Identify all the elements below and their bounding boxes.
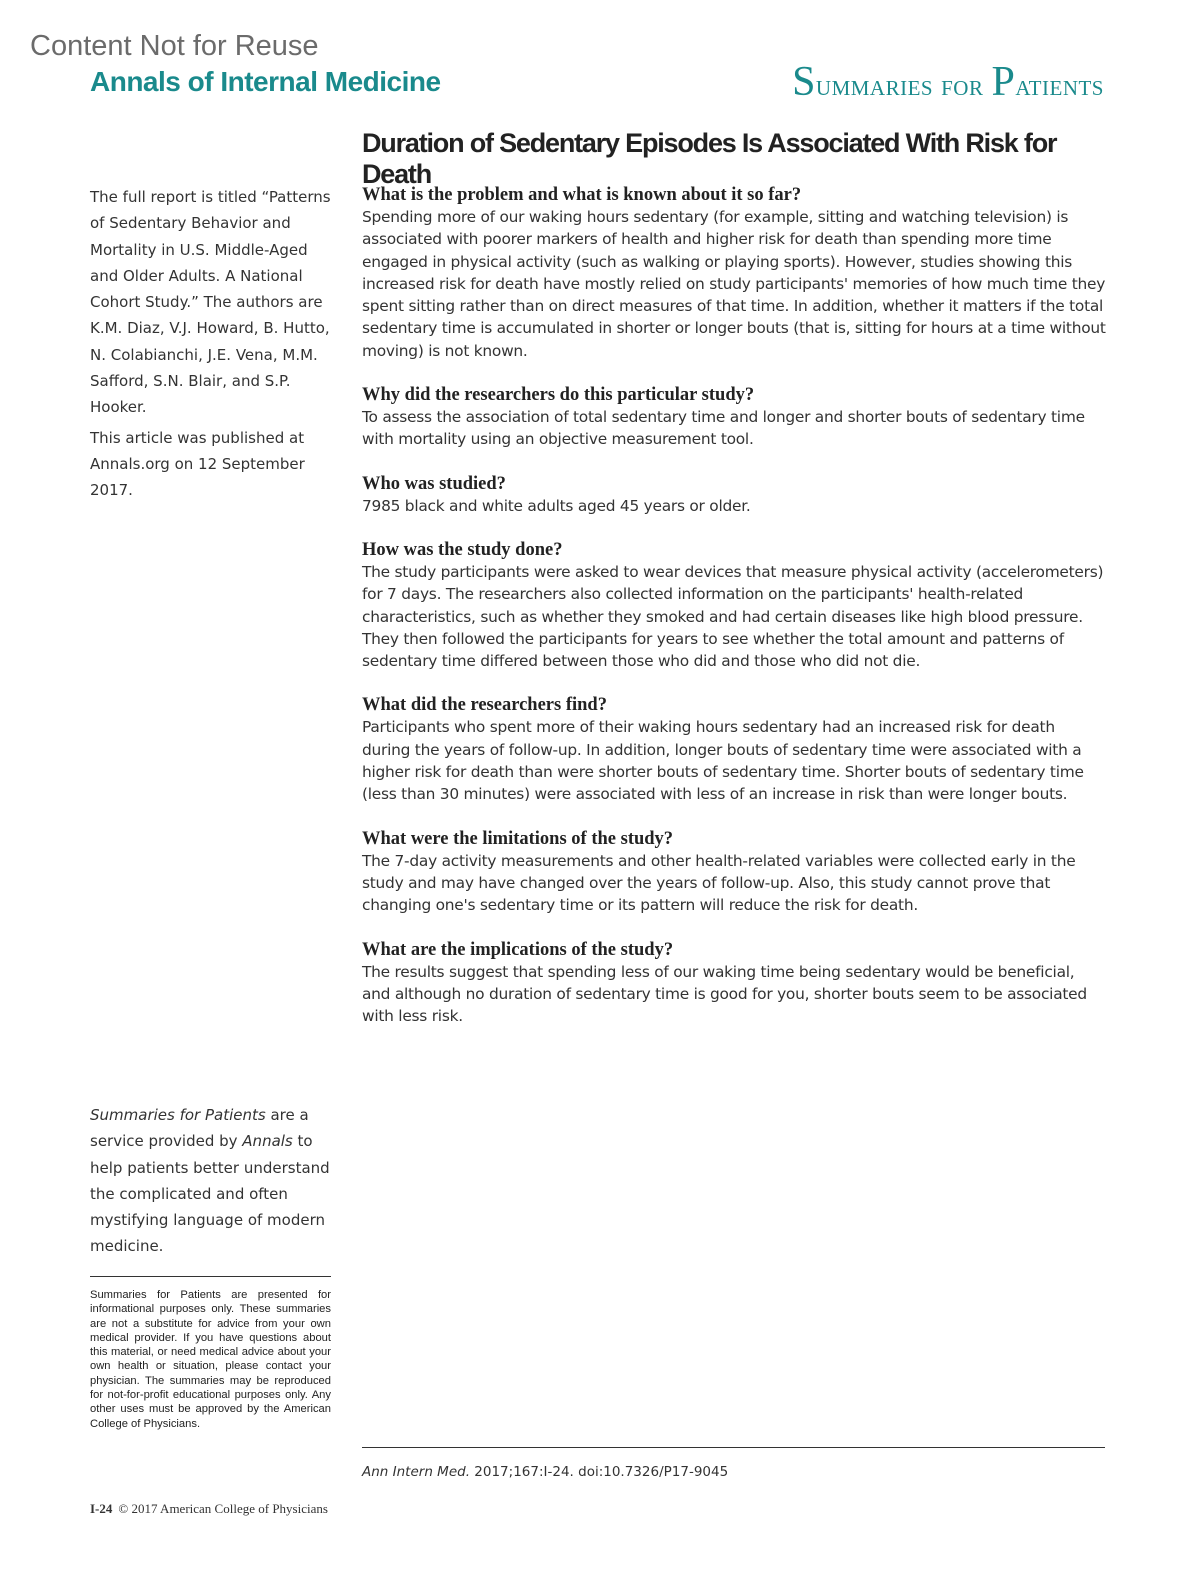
section-header-initial-2: P xyxy=(991,59,1016,105)
service-italic-2: Annals xyxy=(242,1132,293,1151)
section-header-word-2: atients xyxy=(1015,69,1104,102)
section-heading: What did the researchers find? xyxy=(362,695,607,716)
section-heading: What were the limitations of the study? xyxy=(362,828,674,849)
section-findings xyxy=(362,694,1107,805)
section-problem xyxy=(362,184,1107,362)
section-body: The 7-day activity measurements and other health-related variables were collected early in the study and may have changed over the years of follow-up. Also, this study cannot prove that changing one's sedentary time or its pattern will reduce the risk for death. xyxy=(362,851,1076,915)
section-body: The study participants were asked to wear devices that measure physical activity (accelerometers) for 7 days. The researchers also collected information on the participants' health-related characteristics, such as whether they smoked and had certain diseases like high blood pressure. They then followed the participants for years to see whether the total amount and patterns of sedentary time differed between those who did and those who did not die. xyxy=(362,562,1104,671)
section-header-initial-1: S xyxy=(792,59,816,105)
report-info: The full report is titled “Patterns of Sedentary Behavior and Mortality in U.S. Middle-Aged and Older Adults. A National Cohort Study.” The authors are K.M. Diaz, V.J. Howard, B. Hutto, N. Colabianchi, J.E. Vena, M.M. Safford, S.N. Blair, and S.P. Hooker. xyxy=(90,188,331,417)
section-heading: Why did the researchers do this particular study? xyxy=(362,385,755,406)
section-implications xyxy=(362,939,1107,1028)
section-heading: Who was studied? xyxy=(362,473,506,494)
journal-name: Annals of Internal Medicine xyxy=(90,66,441,97)
article-title: Duration of Sedentary Episodes Is Associated With Risk for Death xyxy=(362,128,1057,189)
disclaimer: Summaries for Patients are presented for informational purposes only. These summaries are not a substitute for advice from your own medical provider. If you have questions about this material, or need medical advice about your own health or situation, please contact your physician. The summaries may be reproduced for not-for-profit educational purposes only. Any other uses must be approved by the American College of Physicians. xyxy=(90,1289,331,1430)
section-limitations xyxy=(362,828,1107,917)
main-content xyxy=(362,184,1107,1049)
page-footer xyxy=(90,1501,328,1517)
section-header xyxy=(792,58,1104,106)
section-body: 7985 black and white adults aged 45 years or older. xyxy=(362,496,751,515)
copyright: © 2017 American College of Physicians xyxy=(118,1501,328,1516)
content-not-for-reuse-watermark: Content Not for Reuse xyxy=(30,30,319,62)
section-body: To assess the association of total sedentary time and longer and shorter bouts of sedentary time with mortality using an objective measurement tool. xyxy=(362,408,1085,449)
section-why xyxy=(362,384,1107,451)
section-header-word-1: ummaries xyxy=(815,69,934,102)
citation-journal: Ann Intern Med. xyxy=(362,1464,470,1480)
citation-details: 2017;167:I-24. doi:10.7326/P17-9045 xyxy=(470,1464,729,1480)
section-header-middle: for xyxy=(941,69,984,102)
sidebar xyxy=(90,184,335,508)
section-heading: What are the implications of the study? xyxy=(362,939,674,960)
service-italic-1: Summaries for Patients xyxy=(90,1106,266,1124)
section-body: Participants who spent more of their waking hours sedentary had an increased risk for death during the years of follow-up. In addition, longer bouts of sedentary time were associated with a higher risk for death than were shorter bouts of sedentary time. Shorter bouts of sedentary time (less than 30 minutes) were associated with less of an increase in risk than were longer bouts. xyxy=(362,718,1084,804)
citation xyxy=(362,1464,728,1480)
section-who xyxy=(362,473,1107,517)
service-description xyxy=(90,1102,335,1260)
sidebar-divider xyxy=(90,1276,331,1277)
service-text-2: to help patients better understand the complicated and often mystifying language of modern medicine. xyxy=(90,1132,330,1256)
section-body: The results suggest that spending less of our waking time being sedentary would be beneficial, and although no duration of sedentary time is good for you, shorter bouts seem to be associated with less risk. xyxy=(362,962,1087,1026)
citation-divider xyxy=(362,1447,1105,1448)
page-number: I-24 xyxy=(90,1501,113,1516)
section-heading: How was the study done? xyxy=(362,539,563,560)
section-body: Spending more of our waking hours sedentary (for example, sitting and watching television) is associated with poorer markers of health and higher risk for death than spending more time engaged in physical activity (such as walking or playing sports). However, studies showing this increased risk for death have mostly relied on study participants' memories of how much time they spent sitting rather than on direct measures of that time. In addition, whether it matters if the total sedentary time is accumulated in shorter or longer bouts (that is, sitting for hours at a time without moving) is not known. xyxy=(362,208,1106,360)
publish-info: This article was published at Annals.org on 12 September 2017. xyxy=(90,428,305,500)
section-heading: What is the problem and what is known about it so far? xyxy=(362,185,802,205)
section-how xyxy=(362,539,1107,672)
service-text-1: are a service provided by xyxy=(90,1106,309,1151)
